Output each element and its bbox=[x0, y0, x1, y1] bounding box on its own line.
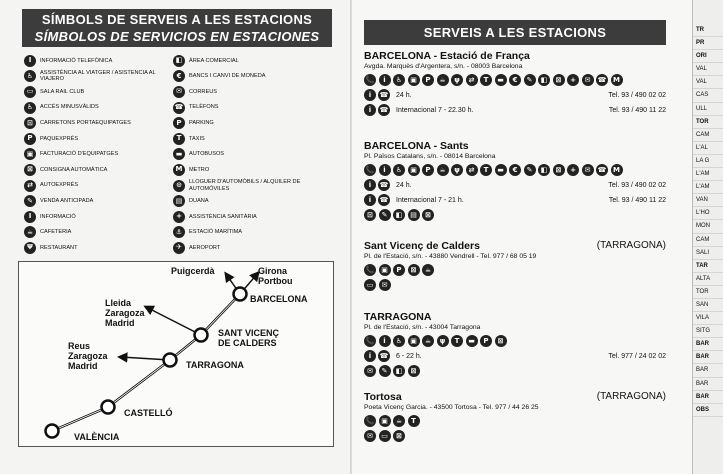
station-name bbox=[364, 50, 666, 62]
legend-label: PARKING bbox=[189, 119, 214, 126]
map-label-sant-vicenc-1: SANT VICENÇ bbox=[218, 328, 280, 338]
station-block bbox=[364, 140, 666, 221]
station-address: Pl. Països Catalans, s/n. - 08014 Barcelona bbox=[364, 153, 496, 160]
map-label-girona: Girona bbox=[258, 266, 288, 276]
legend-label: FACTURACIÓ D'EQUIPATGES bbox=[40, 151, 119, 158]
info-icon: i bbox=[364, 89, 376, 101]
service-icon: ⊡ bbox=[24, 117, 36, 129]
service-icon: ▣ bbox=[379, 264, 391, 276]
info-icon: i bbox=[364, 179, 376, 191]
legend-title-catalan: SÍMBOLS DE SERVEIS A LES ESTACIONS bbox=[41, 12, 313, 27]
strip-row: TOR bbox=[693, 286, 723, 299]
legend-label: PAQUEXPRÉS bbox=[40, 135, 79, 142]
right-page bbox=[352, 0, 692, 474]
strip-row: L'AL bbox=[693, 142, 723, 155]
service-icon: ♿ bbox=[24, 70, 36, 82]
service-icon: ▣ bbox=[24, 148, 36, 160]
legend-row bbox=[173, 84, 333, 100]
strip-row: TAR bbox=[693, 260, 723, 273]
service-icon: ▤ bbox=[173, 195, 185, 207]
service-icon: P bbox=[393, 264, 405, 276]
station-title: BARCELONA - Estació de França bbox=[364, 50, 530, 62]
service-icon: ◧ bbox=[538, 164, 550, 176]
service-icon: ✎ bbox=[379, 365, 391, 377]
service-icon: T bbox=[173, 133, 185, 145]
legend-column-1 bbox=[24, 53, 174, 256]
service-icon: ✎ bbox=[379, 209, 391, 221]
service-icon: P bbox=[173, 117, 185, 129]
legend-label: ÀREA COMERCIAL bbox=[189, 57, 239, 64]
service-icon: i bbox=[379, 74, 391, 86]
service-icon: I bbox=[24, 211, 36, 223]
service-icon: M bbox=[173, 164, 185, 176]
strip-row: TOR bbox=[693, 116, 723, 129]
service-icon: ✉ bbox=[173, 86, 185, 98]
legend-label: ESTACIÓ MARÍTIMA bbox=[189, 229, 243, 236]
service-icon: + bbox=[173, 211, 185, 223]
strip-row: PR bbox=[693, 37, 723, 50]
schedule-line bbox=[364, 104, 666, 116]
service-icon: ♿ bbox=[393, 74, 405, 86]
map-label-tarragona: TARRAGONA bbox=[186, 360, 244, 370]
service-icon: ☎ bbox=[596, 164, 608, 176]
legend-row bbox=[173, 162, 333, 178]
strip-row: CAM bbox=[693, 234, 723, 247]
map-label-madrid-1: Madrid bbox=[105, 318, 135, 328]
strip-rows bbox=[693, 0, 723, 417]
station-dot-barcelona bbox=[234, 288, 247, 301]
phone-icon: ☎ bbox=[378, 194, 390, 206]
station-name bbox=[364, 140, 666, 152]
strip-row: ULL bbox=[693, 103, 723, 116]
station-dot-tarragona bbox=[164, 354, 177, 367]
legend-row bbox=[173, 240, 333, 256]
branch-lleida bbox=[146, 307, 201, 335]
legend-label: CONSIGNA AUTOMÀTICA bbox=[40, 166, 108, 173]
service-icon: T bbox=[451, 335, 463, 347]
legend-row bbox=[173, 193, 333, 209]
legend-label: AEROPORT bbox=[189, 244, 221, 251]
service-icon: ✉ bbox=[364, 365, 376, 377]
service-icon: ✉ bbox=[379, 279, 391, 291]
service-icons-row bbox=[364, 264, 666, 276]
service-icon: + bbox=[567, 74, 579, 86]
route-map bbox=[18, 261, 334, 447]
strip-row: VAL bbox=[693, 76, 723, 89]
service-icon: ▣ bbox=[408, 164, 420, 176]
legend-row bbox=[24, 225, 174, 241]
map-label-puigcerda: Puigcerdà bbox=[171, 266, 215, 276]
legend-row bbox=[24, 69, 174, 85]
service-icon: ✉ bbox=[582, 74, 594, 86]
service-icon: ψ bbox=[451, 74, 463, 86]
legend-row bbox=[24, 115, 174, 131]
map-label-madrid-2: Madrid bbox=[68, 361, 98, 371]
strip-row: CAM bbox=[693, 129, 723, 142]
legend-row bbox=[24, 162, 174, 178]
legend-row bbox=[173, 69, 333, 85]
service-icon: ⊠ bbox=[408, 264, 420, 276]
service-icon: ▣ bbox=[379, 415, 391, 427]
service-icon: ☕ bbox=[422, 264, 434, 276]
legend-row bbox=[24, 131, 174, 147]
service-icon: i bbox=[379, 164, 391, 176]
service-icon: ⊠ bbox=[553, 164, 565, 176]
service-icon: ◧ bbox=[393, 209, 405, 221]
strip-row: CAS bbox=[693, 89, 723, 102]
strip-row: BAR bbox=[693, 338, 723, 351]
station-address: Poeta Vicenç Garcia. - 43500 Tortosa - Tel. 977 / 44 26 25 bbox=[364, 404, 539, 411]
service-icon: ☕ bbox=[437, 74, 449, 86]
service-icon: € bbox=[173, 70, 185, 82]
service-icon: ⇄ bbox=[466, 164, 478, 176]
service-icon: ☕ bbox=[437, 164, 449, 176]
legend-title-spanish: SÍMBOLOS DE SERVICIOS EN ESTACIONES bbox=[34, 29, 320, 44]
service-icons-row bbox=[364, 74, 666, 86]
service-icon: i bbox=[379, 335, 391, 347]
service-icons-row bbox=[364, 209, 666, 221]
station-name bbox=[364, 240, 666, 252]
service-icon: ☕ bbox=[24, 226, 36, 238]
legend-row bbox=[173, 209, 333, 225]
strip-row: BAR bbox=[693, 391, 723, 404]
strip-row: SAN bbox=[693, 299, 723, 312]
schedule-label: 24 h. bbox=[396, 91, 412, 99]
map-label-barcelona: BARCELONA bbox=[250, 294, 308, 304]
route-map-drawing bbox=[18, 261, 334, 447]
legend-row bbox=[24, 193, 174, 209]
phone-icon: ☎ bbox=[378, 104, 390, 116]
service-icon: I bbox=[24, 55, 36, 67]
legend-row bbox=[173, 178, 333, 194]
map-label-castello: CASTELLÓ bbox=[124, 408, 173, 418]
service-icon: T bbox=[480, 74, 492, 86]
service-icon: 📞 bbox=[364, 415, 376, 427]
strip-row: VAL bbox=[693, 63, 723, 76]
strip-row: L'AM bbox=[693, 181, 723, 194]
service-icon: 📞 bbox=[364, 264, 376, 276]
legend-row bbox=[173, 147, 333, 163]
service-icons-row bbox=[364, 164, 666, 176]
service-icon: ✈ bbox=[173, 242, 185, 254]
station-dot-valencia bbox=[46, 425, 59, 438]
station-dot-sant-vicenc bbox=[195, 329, 208, 342]
service-icon: ▬ bbox=[495, 74, 507, 86]
legend-row bbox=[173, 100, 333, 116]
service-icon: ⚓ bbox=[173, 226, 185, 238]
legend-label: ASSISTÈNCIA AL VIATGER / ASISTENCIA AL VIAJERO bbox=[40, 69, 156, 83]
service-icon: ✉ bbox=[364, 430, 376, 442]
legend-label: DUANA bbox=[189, 197, 209, 204]
strip-row: BAR bbox=[693, 378, 723, 391]
station-dot-castello bbox=[102, 401, 115, 414]
service-icons-row bbox=[364, 279, 666, 291]
station-address: Pl. de l'Estació, s/n. - 43880 Vendrell - Tel. 977 / 68 05 19 bbox=[364, 253, 537, 260]
phone-icon: ☎ bbox=[378, 89, 390, 101]
service-icon: 📞 bbox=[364, 74, 376, 86]
phone-number: Tel. 93 / 490 11 22 bbox=[608, 196, 666, 204]
legend-row bbox=[24, 240, 174, 256]
schedule-line bbox=[364, 194, 666, 206]
service-icon: ▬ bbox=[495, 164, 507, 176]
phone-icon: ☎ bbox=[378, 179, 390, 191]
service-icon: ⊠ bbox=[408, 365, 420, 377]
legend-label: LLOGUER D'AUTOMÒBILS / ALQUILER DE AUTOMÓVILES bbox=[189, 179, 301, 192]
service-icons-row bbox=[364, 365, 666, 377]
map-label-zaragoza-2: Zaragoza bbox=[68, 351, 108, 361]
service-icon: ψ bbox=[451, 164, 463, 176]
service-icon: ☎ bbox=[596, 74, 608, 86]
legend-row bbox=[24, 53, 174, 69]
service-icon: P bbox=[422, 74, 434, 86]
legend-row bbox=[24, 209, 174, 225]
schedule-label: Internacional 7 - 21 h. bbox=[396, 196, 464, 204]
legend-label: INFORMACIÓ TELEFÒNICA bbox=[40, 57, 113, 64]
service-icon: ⊙ bbox=[173, 180, 185, 192]
service-icon: T bbox=[480, 164, 492, 176]
strip-row: VAN bbox=[693, 194, 723, 207]
strip-row: L'AM bbox=[693, 168, 723, 181]
station-region: (TARRAGONA) bbox=[596, 240, 666, 251]
info-icon: i bbox=[364, 104, 376, 116]
legend-label: CAFETERIA bbox=[40, 229, 72, 236]
service-icon: ♿ bbox=[393, 164, 405, 176]
service-icon: ✎ bbox=[24, 195, 36, 207]
service-icon: ☎ bbox=[173, 102, 185, 114]
service-icon: ⊠ bbox=[422, 209, 434, 221]
service-icon: ⇄ bbox=[466, 74, 478, 86]
service-icon: ✉ bbox=[582, 164, 594, 176]
legend-label: AUTOBUSOS bbox=[189, 151, 225, 158]
station-block bbox=[364, 311, 666, 377]
station-address: Pl. de l'Estació, s/n. - 43004 Tarragona bbox=[364, 324, 481, 331]
left-page bbox=[0, 0, 352, 474]
legend-row bbox=[173, 225, 333, 241]
map-label-zaragoza-1: Zaragoza bbox=[105, 308, 145, 318]
legend-label: SALA RAIL CLUB bbox=[40, 88, 85, 95]
service-icon: ◧ bbox=[393, 365, 405, 377]
phone-number: Tel. 93 / 490 02 02 bbox=[608, 181, 666, 189]
legend-column-2 bbox=[173, 53, 333, 256]
service-icon: 📞 bbox=[364, 335, 376, 347]
schedule-line bbox=[364, 350, 666, 362]
legend-row bbox=[24, 178, 174, 194]
strip-row: SITG bbox=[693, 325, 723, 338]
strip-row: VILA bbox=[693, 312, 723, 325]
legend-label: INFORMACIÓ bbox=[40, 213, 76, 220]
legend-row bbox=[24, 100, 174, 116]
legend-row bbox=[24, 84, 174, 100]
legend-header bbox=[22, 9, 332, 47]
service-icon: M bbox=[611, 164, 623, 176]
service-icon: ▣ bbox=[408, 335, 420, 347]
strip-row: BAR bbox=[693, 351, 723, 364]
legend-label: CARRETONS PORTAEQUIPATGES bbox=[40, 119, 131, 126]
service-icon: P bbox=[24, 133, 36, 145]
service-icon: ▭ bbox=[364, 279, 376, 291]
service-icon: ⊡ bbox=[364, 209, 376, 221]
station-title: BARCELONA - Sants bbox=[364, 140, 469, 152]
legend-label: ACCÉS MINUSVÀLIDS bbox=[40, 104, 99, 111]
service-icon: 📞 bbox=[364, 164, 376, 176]
service-icon: ✎ bbox=[524, 164, 536, 176]
legend-label: TAXIS bbox=[189, 135, 205, 142]
service-icon: ⇄ bbox=[24, 180, 36, 192]
service-icon: P bbox=[480, 335, 492, 347]
station-region: (TARRAGONA) bbox=[596, 391, 666, 402]
strip-row: ALTA bbox=[693, 273, 723, 286]
strip-row: SALI bbox=[693, 247, 723, 260]
legend-label: TELÈFONS bbox=[189, 104, 219, 111]
legend-label: CORREUS bbox=[189, 88, 217, 95]
service-icon: ▭ bbox=[24, 86, 36, 98]
station-block bbox=[364, 50, 666, 116]
service-icons-row bbox=[364, 335, 666, 347]
schedule-label: 6 - 22 h. bbox=[396, 352, 422, 360]
map-label-valencia: VALÈNCIA bbox=[74, 432, 120, 442]
service-icon: € bbox=[509, 74, 521, 86]
schedule-label: Internacional 7 - 22.30 h. bbox=[396, 106, 474, 114]
service-icon: ⊠ bbox=[393, 430, 405, 442]
service-icon: + bbox=[567, 164, 579, 176]
legend-label: ASSISTÈNCIA SANITÀRIA bbox=[189, 213, 257, 220]
service-icon: ▭ bbox=[379, 430, 391, 442]
map-label-reus: Reus bbox=[68, 341, 91, 351]
station-address: Avgda. Marquès d'Argentera, s/n. - 08003 Barcelona bbox=[364, 63, 523, 70]
station-title: Tortosa bbox=[364, 391, 402, 403]
schedule-line bbox=[364, 179, 666, 191]
station-block bbox=[364, 391, 666, 442]
strip-row: ORI bbox=[693, 50, 723, 63]
schedule-line bbox=[364, 89, 666, 101]
service-icon: ▬ bbox=[466, 335, 478, 347]
legend-label: AUTOEXPRÉS bbox=[40, 182, 79, 189]
legend-label: BANCS I CANVI DE MONEDA bbox=[189, 73, 266, 80]
next-page-strip bbox=[692, 0, 723, 474]
phone-icon: ☎ bbox=[378, 350, 390, 362]
schedule-label: 24 h. bbox=[396, 181, 412, 189]
service-icon: ψ bbox=[437, 335, 449, 347]
legend-row bbox=[24, 147, 174, 163]
service-icon: P bbox=[422, 164, 434, 176]
service-icon: ▤ bbox=[408, 209, 420, 221]
info-icon: i bbox=[364, 350, 376, 362]
legend-label: VENDA ANTICIPADA bbox=[40, 197, 94, 204]
phone-number: Tel. 93 / 490 02 02 bbox=[608, 91, 666, 99]
services-header: SERVEIS A LES ESTACIONS bbox=[364, 20, 666, 45]
legend-row bbox=[173, 53, 333, 69]
strip-row: MON bbox=[693, 220, 723, 233]
strip-row: BAR bbox=[693, 364, 723, 377]
phone-number: Tel. 977 / 24 02 02 bbox=[608, 352, 666, 360]
service-icon: ⊠ bbox=[553, 74, 565, 86]
station-name bbox=[364, 391, 666, 403]
service-icon: ♿ bbox=[393, 335, 405, 347]
service-icon: ⊠ bbox=[24, 164, 36, 176]
phone-number: Tel. 93 / 490 11 22 bbox=[608, 106, 666, 114]
map-label-lleida: Lleida bbox=[105, 298, 132, 308]
map-label-sant-vicenc-2: DE CALDERS bbox=[218, 338, 277, 348]
strip-row: L'HO bbox=[693, 207, 723, 220]
station-block bbox=[364, 240, 666, 291]
service-icon: ◧ bbox=[538, 74, 550, 86]
service-icon: € bbox=[509, 164, 521, 176]
service-icon: ✎ bbox=[524, 74, 536, 86]
strip-row: LA G bbox=[693, 155, 723, 168]
map-label-portbou: Portbou bbox=[258, 276, 293, 286]
strip-row: TR bbox=[693, 24, 723, 37]
station-title: TARRAGONA bbox=[364, 311, 432, 323]
service-icon: ⊠ bbox=[495, 335, 507, 347]
service-icon: T bbox=[408, 415, 420, 427]
legend-row bbox=[173, 115, 333, 131]
service-icon: Ψ bbox=[24, 242, 36, 254]
strip-row: OBS bbox=[693, 404, 723, 417]
service-icon: ▣ bbox=[408, 74, 420, 86]
station-title: Sant Vicenç de Calders bbox=[364, 240, 480, 252]
service-icon: M bbox=[611, 74, 623, 86]
service-icons-row bbox=[364, 430, 666, 442]
service-icon: ▬ bbox=[173, 148, 185, 160]
service-icon: ☕ bbox=[422, 335, 434, 347]
service-icon: ◧ bbox=[173, 55, 185, 67]
service-icons-row bbox=[364, 415, 666, 427]
legend-row bbox=[173, 131, 333, 147]
station-name bbox=[364, 311, 666, 323]
info-icon: i bbox=[364, 194, 376, 206]
service-icon: ☕ bbox=[393, 415, 405, 427]
legend-label: RESTAURANT bbox=[40, 244, 78, 251]
service-icon: ♿ bbox=[24, 102, 36, 114]
legend-label: METRO bbox=[189, 166, 210, 173]
